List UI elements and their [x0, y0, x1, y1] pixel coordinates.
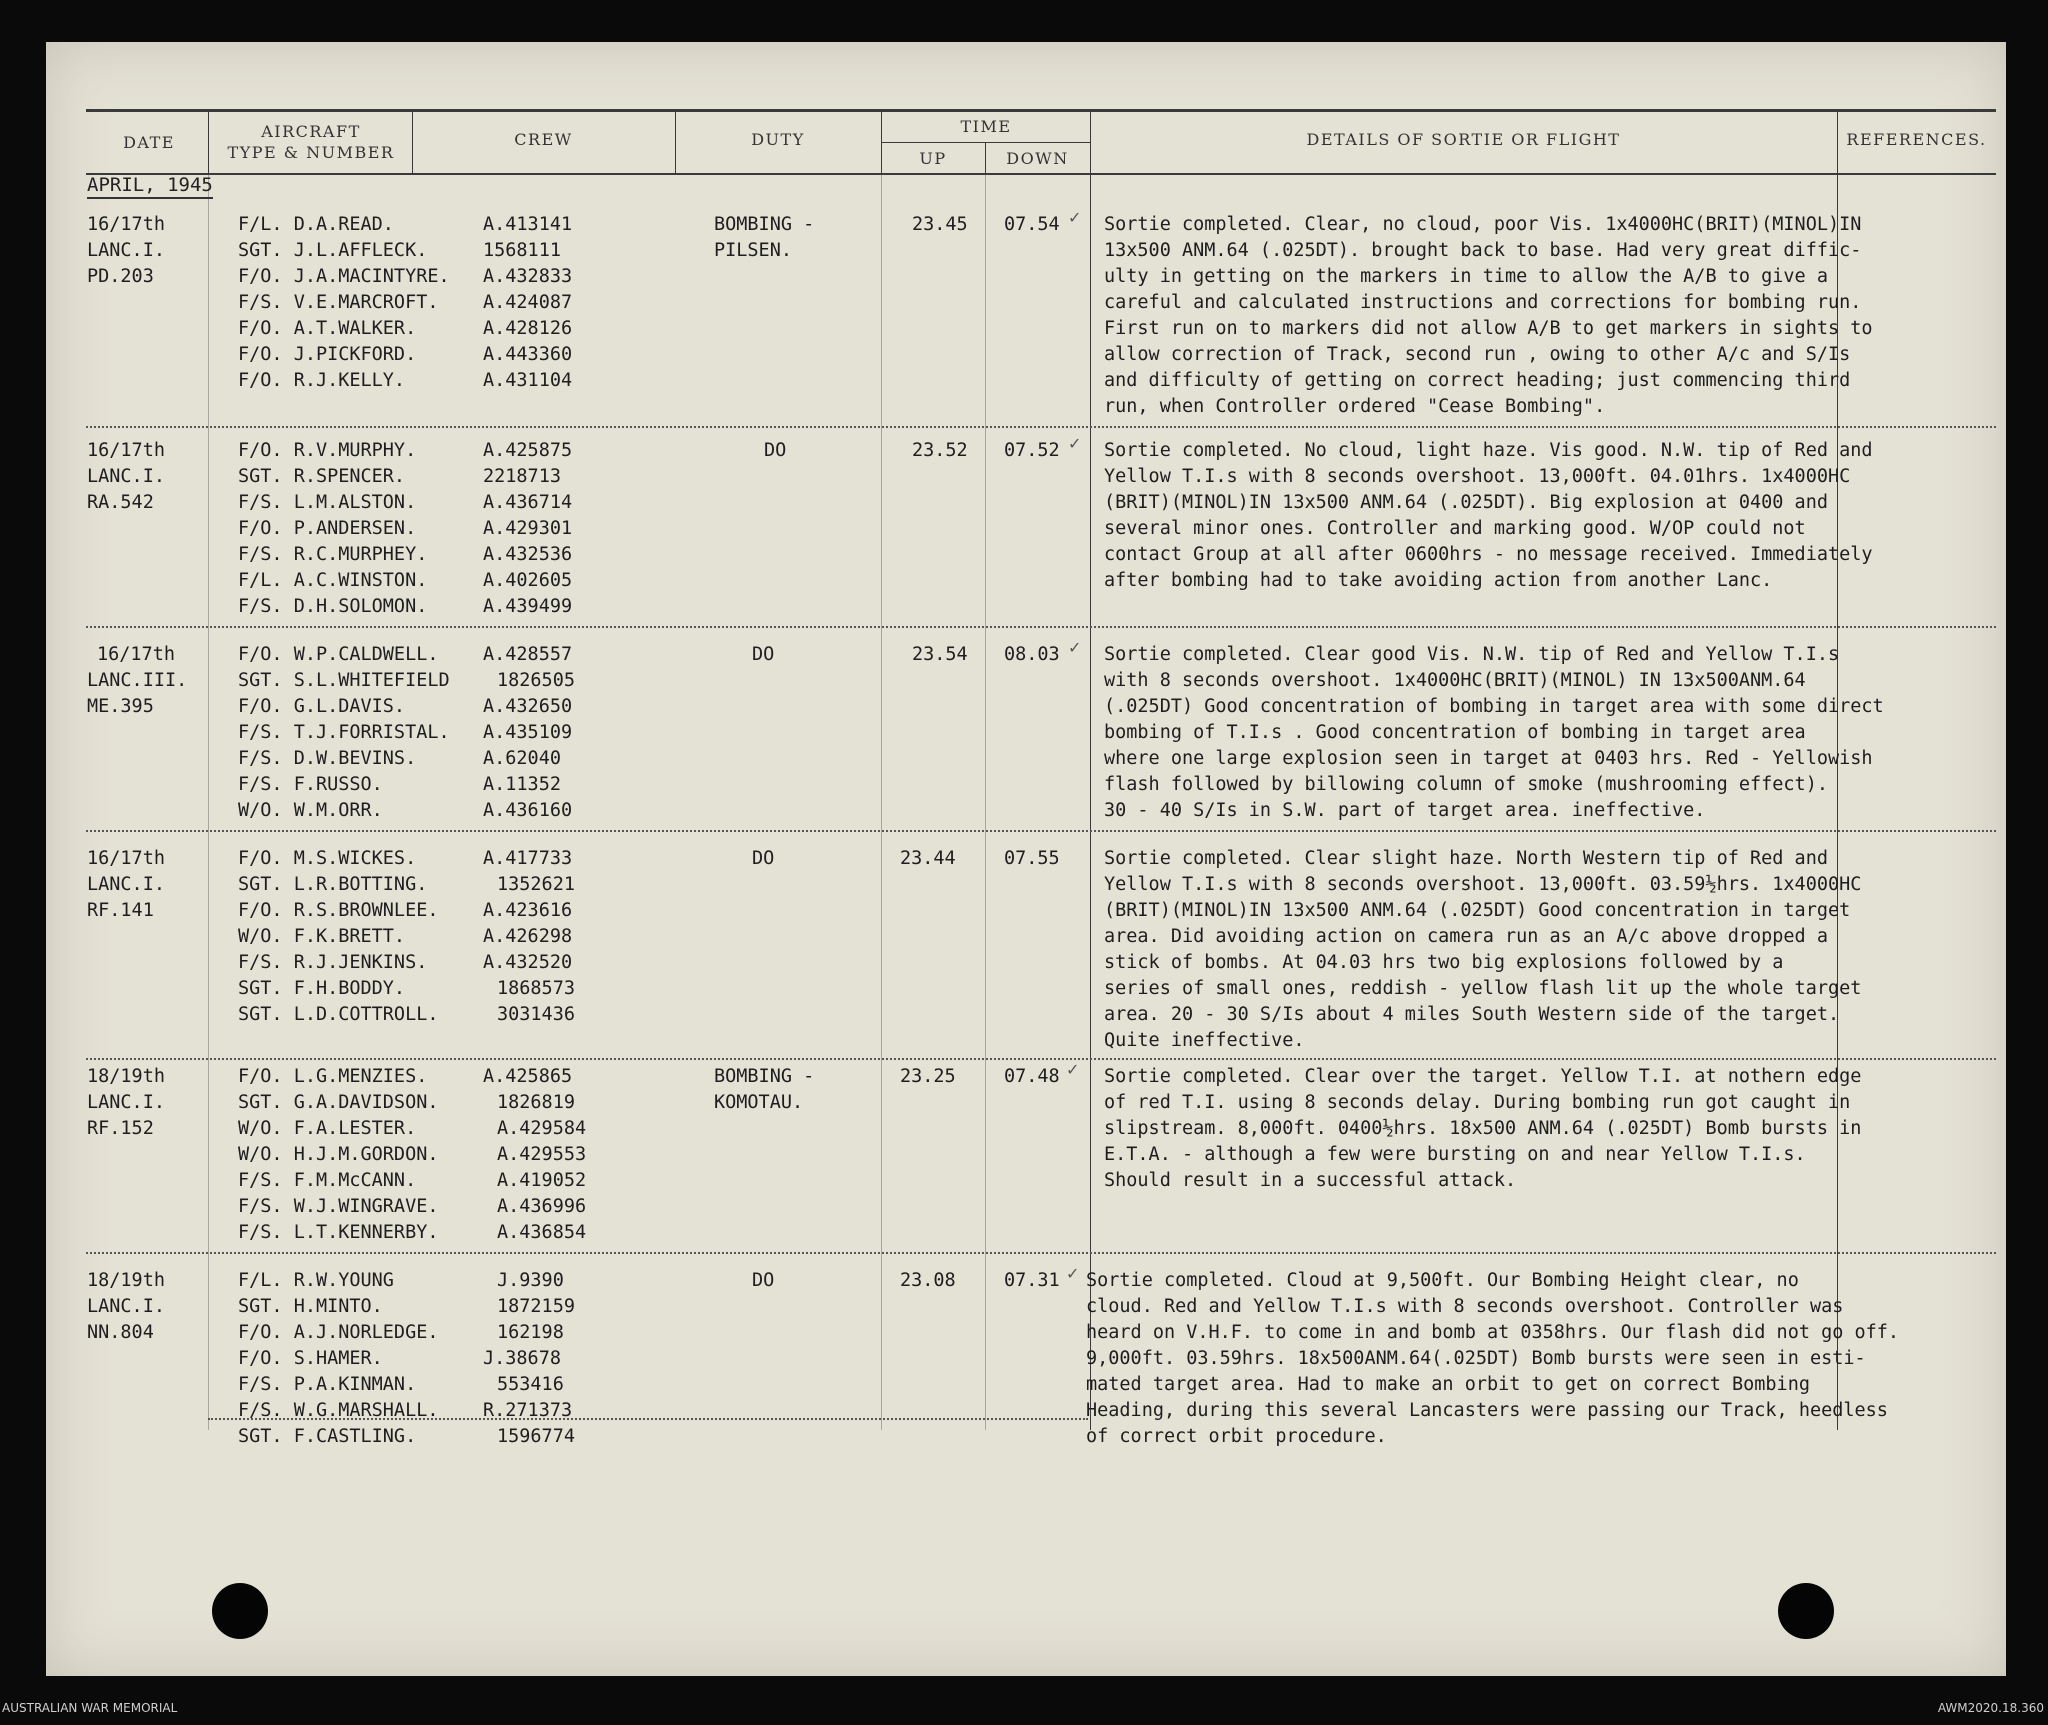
crew-name: F/O. A.J.NORLEDGE. [238, 1322, 439, 1343]
crew-number: A.429301 [483, 518, 573, 539]
time-up: 23.54 [912, 644, 968, 665]
details-line: after bombing had to take avoiding action from another Lanc. [1104, 570, 1773, 591]
crew-name: SGT. F.H.BODDY. [238, 978, 406, 999]
sortie-date: 16/17th [87, 440, 165, 461]
aircraft-number: RA.542 [87, 492, 154, 513]
details-line: stick of bombs. At 04.03 hrs two big explosions followed by a [1104, 952, 1784, 973]
header-aircraft-type: TYPE & NUMBER [227, 143, 395, 162]
crew-number: 3031436 [497, 1004, 575, 1025]
details-line: with 8 seconds overshoot. 1x4000HC(BRIT)(MINOL) IN 13x500ANM.64 [1104, 670, 1806, 691]
sortie-date: 16/17th [87, 848, 165, 869]
crew-number: J.38678 [483, 1348, 561, 1369]
crew-name: F/S. P.A.KINMAN. [238, 1374, 417, 1395]
crew-name: W/O. H.J.M.GORDON. [238, 1144, 439, 1165]
sortie-date: 16/17th [97, 644, 175, 665]
time-up: 23.08 [900, 1270, 956, 1291]
details-line: Sortie completed. Clear over the target. Yellow T.I. at nothern edge [1104, 1066, 1862, 1087]
sortie-date: 18/19th [87, 1270, 165, 1291]
crew-name: F/S. W.G.MARSHALL. [238, 1400, 439, 1421]
crew-number: A.429553 [497, 1144, 587, 1165]
crew-number: 1826819 [497, 1092, 575, 1113]
crew-name: F/O. L.G.MENZIES. [238, 1066, 428, 1087]
crew-name: F/S. T.J.FORRISTAL. [238, 722, 450, 743]
header-details: DETAILS OF SORTIE OR FLIGHT [1306, 130, 1621, 149]
col-divider-1 [208, 110, 209, 174]
row-separator [86, 1252, 1996, 1254]
crew-number: A.436854 [497, 1222, 587, 1243]
crew-name: W/O. F.A.LESTER. [238, 1118, 417, 1139]
crew-name: F/O. W.P.CALDWELL. [238, 644, 439, 665]
details-line: Heading, during this several Lancasters were passing our Track, heedless [1086, 1400, 1888, 1421]
time-down: 07.54 [1004, 214, 1060, 235]
details-line: ulty in getting on the markers in time to allow the A/B to give a [1104, 266, 1828, 287]
details-line: Sortie completed. Clear, no cloud, poor Vis. 1x4000HC(BRIT)(MINOL)IN [1104, 214, 1862, 235]
check-mark-icon: ✓ [1068, 434, 1082, 453]
duty-text: BOMBING - [714, 214, 815, 235]
time-down: 07.48 [1004, 1066, 1060, 1087]
crew-name: F/O. J.A.MACINTYRE. [238, 266, 450, 287]
crew-number: 1868573 [497, 978, 575, 999]
col-divider-4-body [881, 175, 882, 1430]
crew-number: A.62040 [483, 748, 561, 769]
crew-name: SGT. L.D.COTTROLL. [238, 1004, 439, 1025]
check-mark-icon: ✓ [1068, 638, 1082, 657]
details-line: bombing of T.I.s . Good concentration of bombing in target area [1104, 722, 1806, 743]
header-time: TIME [960, 117, 1012, 136]
crew-name: F/S. W.J.WINGRAVE. [238, 1196, 439, 1217]
details-line: area. 20 - 30 S/Is about 4 miles South Western side of the target. [1104, 1004, 1840, 1025]
crew-name: F/S. R.J.JENKINS. [238, 952, 428, 973]
row-separator [86, 426, 1996, 428]
crew-number: A.435109 [483, 722, 573, 743]
crew-name: SGT. J.L.AFFLECK. [238, 240, 428, 261]
details-line: heard on V.H.F. to come in and bomb at 0358hrs. Our flash did not go off. [1086, 1322, 1900, 1343]
row-separator [86, 1058, 1996, 1060]
crew-number: 1352621 [497, 874, 575, 895]
crew-number: A.439499 [483, 596, 573, 617]
crew-number: A.428557 [483, 644, 573, 665]
crew-name: F/O. S.HAMER. [238, 1348, 383, 1369]
crew-number: A.425865 [483, 1066, 573, 1087]
duty-text: DO [752, 1270, 775, 1291]
details-line: mated target area. Had to make an orbit to get on correct Bombing [1086, 1374, 1810, 1395]
time-down: 08.03 [1004, 644, 1060, 665]
crew-name: F/S. L.M.ALSTON. [238, 492, 417, 513]
crew-number: A.431104 [483, 370, 573, 391]
details-line: cloud. Red and Yellow T.I.s with 8 seconds overshoot. Controller was [1086, 1296, 1844, 1317]
crew-name: F/L. D.A.READ. [238, 214, 394, 235]
duty-text: BOMBING - [714, 1066, 815, 1087]
details-line: area. Did avoiding action on camera run as an A/c above dropped a [1104, 926, 1828, 947]
details-line: and difficulty of getting on correct heading; just commencing third [1104, 370, 1851, 391]
top-rule [86, 109, 1996, 112]
aircraft-number: PD.203 [87, 266, 154, 287]
time-down: 07.31 [1004, 1270, 1060, 1291]
details-line: flash followed by billowing column of smoke (mushrooming effect). [1104, 774, 1828, 795]
details-line: series of small ones, reddish - yellow flash lit up the whole target [1104, 978, 1862, 999]
check-mark-icon: ✓ [1066, 1264, 1080, 1283]
crew-name: F/S. F.RUSSO. [238, 774, 383, 795]
header-aircraft: AIRCRAFT [261, 122, 361, 141]
crew-number: A.417733 [483, 848, 573, 869]
aircraft-type: LANC.I. [87, 466, 165, 487]
crew-number: A.436160 [483, 800, 573, 821]
crew-number: A.11352 [483, 774, 561, 795]
crew-name: F/O. R.J.KELLY. [238, 370, 406, 391]
time-up: 23.44 [900, 848, 956, 869]
crew-name: F/L. A.C.WINSTON. [238, 570, 428, 591]
punch-hole-left [212, 1583, 268, 1639]
details-line: of red T.I. using 8 seconds delay. During bombing run got caught in [1104, 1092, 1851, 1113]
aircraft-type: LANC.I. [87, 874, 165, 895]
header-crew: CREW [514, 130, 573, 149]
details-line: Sortie completed. Clear slight haze. North Western tip of Red and [1104, 848, 1828, 869]
crew-number: 162198 [497, 1322, 564, 1343]
crew-name: F/O. R.V.MURPHY. [238, 440, 417, 461]
aircraft-number: ME.395 [87, 696, 154, 717]
crew-number: J.9390 [497, 1270, 564, 1291]
details-line: Yellow T.I.s with 8 seconds overshoot. 13,000ft. 04.01hrs. 1x4000HC [1104, 466, 1851, 487]
duty-text: DO [752, 848, 775, 869]
crew-name: W/O. W.M.ORR. [238, 800, 383, 821]
crew-name: F/O. R.S.BROWNLEE. [238, 900, 439, 921]
sortie-date: 16/17th [87, 214, 165, 235]
crew-number: A.436996 [497, 1196, 587, 1217]
crew-name: F/L. R.W.YOUNG [238, 1270, 394, 1291]
crew-name: W/O. F.K.BRETT. [238, 926, 406, 947]
col-divider-1-body [208, 175, 209, 1430]
details-line: contact Group at all after 0600hrs - no message received. Immediately [1104, 544, 1873, 565]
crew-number: 553416 [497, 1374, 564, 1395]
crew-name: SGT. L.R.BOTTING. [238, 874, 428, 895]
details-line: Sortie completed. Cloud at 9,500ft. Our Bombing Height clear, no [1086, 1270, 1799, 1291]
sortie-date: 18/19th [87, 1066, 165, 1087]
crew-name: SGT. R.SPENCER. [238, 466, 406, 487]
crew-number: A.426298 [483, 926, 573, 947]
crew-number: A.432520 [483, 952, 573, 973]
details-line: allow correction of Track, second run , owing to other A/c and S/Is [1104, 344, 1851, 365]
aircraft-type: LANC.I. [87, 1092, 165, 1113]
time-down: 07.52 [1004, 440, 1060, 461]
crew-name: F/S. V.E.MARCROFT. [238, 292, 439, 313]
crew-name: SGT. S.L.WHITEFIELD [238, 670, 450, 691]
row-separator [208, 1418, 1088, 1420]
time-down: 07.55 [1004, 848, 1060, 869]
crew-number: A.425875 [483, 440, 573, 461]
col-divider-6 [1090, 110, 1091, 1430]
crew-number: A.419052 [497, 1170, 587, 1191]
crew-number: A.432833 [483, 266, 573, 287]
time-up: 23.45 [912, 214, 968, 235]
header-down: DOWN [1006, 149, 1069, 168]
crew-name: SGT. G.A.DAVIDSON. [238, 1092, 439, 1113]
aircraft-type: LANC.I. [87, 240, 165, 261]
crew-name: F/S. R.C.MURPHEY. [238, 544, 428, 565]
punch-hole-right [1778, 1583, 1834, 1639]
crew-name: F/O. J.PICKFORD. [238, 344, 417, 365]
header-duty: DUTY [751, 130, 805, 149]
time-up: 23.52 [912, 440, 968, 461]
check-mark-icon: ✓ [1068, 208, 1082, 227]
crew-name: SGT. H.MINTO. [238, 1296, 383, 1317]
crew-number: A.424087 [483, 292, 573, 313]
details-line: where one large explosion seen in target at 0403 hrs. Red - Yellowish [1104, 748, 1873, 769]
footer-institution: AUSTRALIAN WAR MEMORIAL [2, 1701, 178, 1715]
crew-name: F/O. G.L.DAVIS. [238, 696, 406, 717]
col-divider-5-body [985, 175, 986, 1430]
crew-number: 1872159 [497, 1296, 575, 1317]
crew-number: A.428126 [483, 318, 573, 339]
details-line: slipstream. 8,000ft. 0400½hrs. 18x500 ANM.64 (.025DT) Bomb bursts in [1104, 1118, 1862, 1139]
details-line: Sortie completed. No cloud, light haze. Vis good. N.W. tip of Red and [1104, 440, 1873, 461]
crew-number: 2218713 [483, 466, 561, 487]
row-separator [86, 830, 1996, 832]
crew-name: F/O. A.T.WALKER. [238, 318, 417, 339]
aircraft-type: LANC.I. [87, 1296, 165, 1317]
crew-number: 1568111 [483, 240, 561, 261]
details-line: (BRIT)(MINOL)IN 13x500 ANM.64 (.025DT) Good concentration in target [1104, 900, 1851, 921]
time-up: 23.25 [900, 1066, 956, 1087]
aircraft-type: LANC.III. [87, 670, 188, 691]
crew-number: 1826505 [497, 670, 575, 691]
details-line: several minor ones. Controller and marking good. W/OP could not [1104, 518, 1806, 539]
crew-number: A.432536 [483, 544, 573, 565]
duty-text: DO [752, 644, 775, 665]
details-line: Sortie completed. Clear good Vis. N.W. tip of Red and Yellow T.I.s [1104, 644, 1840, 665]
crew-number: A.413141 [483, 214, 573, 235]
crew-number: R.271373 [483, 1400, 573, 1421]
details-line: Should result in a successful attack. [1104, 1170, 1517, 1191]
details-line: (BRIT)(MINOL)IN 13x500 ANM.64 (.025DT). Big explosion at 0400 and [1104, 492, 1828, 513]
aircraft-number: RF.152 [87, 1118, 154, 1139]
duty-text: PILSEN. [714, 240, 792, 261]
row-separator [86, 626, 1996, 628]
crew-name: F/O. M.S.WICKES. [238, 848, 417, 869]
details-line: of correct orbit procedure. [1086, 1426, 1387, 1447]
crew-name: F/O. P.ANDERSEN. [238, 518, 417, 539]
details-line: run, when Controller ordered "Cease Bombing". [1104, 396, 1606, 417]
duty-text: KOMOTAU. [714, 1092, 804, 1113]
details-line: Quite ineffective. [1104, 1030, 1305, 1051]
crew-number: A.436714 [483, 492, 573, 513]
details-line: Yellow T.I.s with 8 seconds overshoot. 13,000ft. 03.59½hrs. 1x4000HC [1104, 874, 1862, 895]
details-line: 9,000ft. 03.59hrs. 18x500ANM.64(.025DT) Bomb bursts were seen in esti- [1086, 1348, 1866, 1369]
footer-accession: AWM2020.18.360 [1937, 1701, 2044, 1715]
crew-number: 1596774 [497, 1426, 575, 1447]
crew-name: F/S. F.M.McCANN. [238, 1170, 417, 1191]
duty-text: DO [764, 440, 787, 461]
details-line: E.T.A. - although a few were bursting on and near Yellow T.I.s. [1104, 1144, 1806, 1165]
crew-number: A.432650 [483, 696, 573, 717]
aircraft-number: RF.141 [87, 900, 154, 921]
crew-name: F/S. D.H.SOLOMON. [238, 596, 428, 617]
header-up: UP [919, 149, 947, 168]
crew-name: SGT. F.CASTLING. [238, 1426, 417, 1447]
header-references: REFERENCES. [1846, 130, 1987, 149]
month-heading: APRIL, 1945 [87, 174, 213, 199]
details-line: (.025DT) Good concentration of bombing in target area with some direct [1104, 696, 1884, 717]
time-subdivider-rule [881, 142, 1091, 143]
crew-number: A.423616 [483, 900, 573, 921]
crew-name: F/S. D.W.BEVINS. [238, 748, 417, 769]
details-line: First run on to markers did not allow A/B to get markers in sights to [1104, 318, 1873, 339]
details-line: careful and calculated instructions and corrections for bombing run. [1104, 292, 1862, 313]
check-mark-icon: ✓ [1066, 1060, 1080, 1079]
aircraft-number: NN.804 [87, 1322, 154, 1343]
details-line: 13x500 ANM.64 (.025DT). brought back to base. Had very great diffic- [1104, 240, 1862, 261]
crew-number: A.429584 [497, 1118, 587, 1139]
crew-number: A.402605 [483, 570, 573, 591]
header-date: DATE [123, 133, 175, 152]
crew-name: F/S. L.T.KENNERBY. [238, 1222, 439, 1243]
header-bottom-rule [86, 173, 1996, 175]
crew-number: A.443360 [483, 344, 573, 365]
details-line: 30 - 40 S/Is in S.W. part of target area. ineffective. [1104, 800, 1706, 821]
